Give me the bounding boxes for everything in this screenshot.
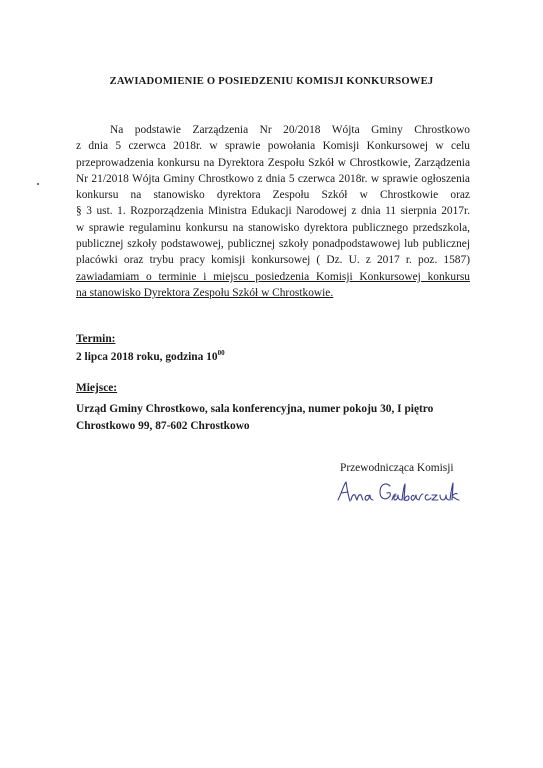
body-line: Nr 21/2018 Wójta Gminy Chrostkowo z dnia 5 czerwca 2018r. w sprawie ogłoszenia: [76, 172, 470, 185]
notice-body: [76, 122, 470, 301]
body-line-underlined: zawiadamiam o terminie i miejscu posiedzenia Komisji Konkursowej konkursu: [76, 270, 470, 283]
signer-title: Przewodnicząca Komisji: [340, 462, 454, 474]
miejsce-label: Miejsce:: [76, 382, 118, 394]
document-title: ZAWIADOMIENIE O POSIEDZENIU KOMISJI KONKURSOWEJ: [109, 76, 434, 87]
miejsce-line-2: Chrostkowo 99, 87-602 Chrostkowo: [76, 420, 250, 432]
body-line: § 3 ust. 1. Rozporządzenia Ministra Edukacji Narodowej z dnia 11 sierpnia 2017r.: [76, 205, 470, 218]
body-line: Na podstawie Zarządzenia Nr 20/2018 Wójta Gminy Chrostkowo: [110, 124, 470, 136]
body-line: publicznej szkoły podstawowej, publicznej szkoły ponadpodstawowej lub publicznej: [76, 238, 470, 251]
body-line: w sprawie regulaminu konkursu na stanowisko dyrektora publicznego przedszkola,: [76, 221, 470, 234]
handwritten-signature: [334, 474, 464, 510]
termin-label: Termin:: [76, 333, 116, 345]
termin-date-time: 2 lipca 2018 roku, godzina 10: [76, 351, 218, 363]
body-line: z dnia 5 czerwca 2018r. w sprawie powołania Komisji Konkursowej w celu: [76, 140, 470, 153]
body-line: konkursu na stanowisko dyrektora Zespołu Szkół w Chrostkowie oraz: [76, 189, 470, 202]
termin-minutes: 00: [217, 349, 225, 357]
body-line: placówki oraz trybu pracy komisji konkursowej ( Dz. U. z 2017 r. poz. 1587): [76, 254, 470, 267]
body-line: przeprowadzenia konkursu na Dyrektora Zespołu Szkół w Chrostkowie, Zarządzenia: [76, 156, 470, 169]
scan-mark: [37, 183, 39, 185]
termin-value: [76, 349, 225, 365]
body-line-underlined: na stanowisko Dyrektora Zespołu Szkół w Chrostkowie.: [76, 286, 334, 299]
miejsce-section: [76, 380, 433, 435]
termin-section: [76, 331, 225, 365]
miejsce-line-1: Urząd Gminy Chrostkowo, sala konferencyjna, numer pokoju 30, I piętro: [76, 403, 434, 415]
